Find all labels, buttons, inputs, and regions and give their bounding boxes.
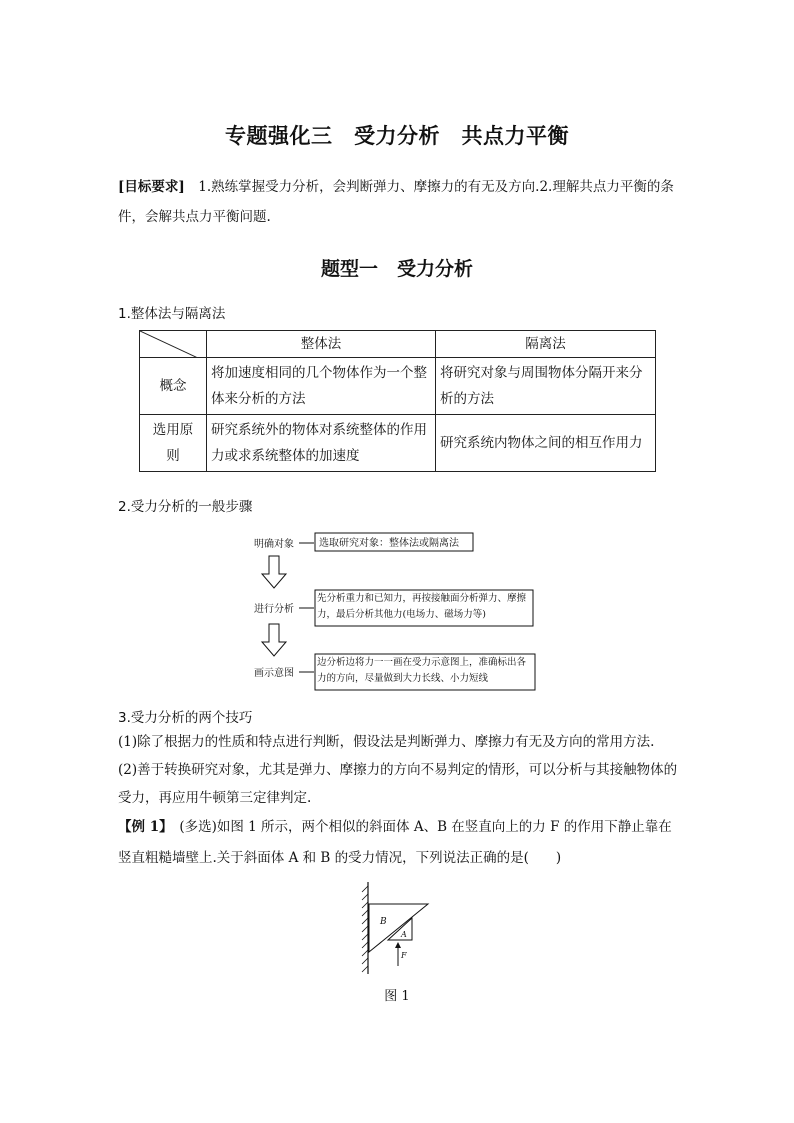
tip-item: (2)善于转换研究对象，尤其是弹力、摩擦力的方向不易判定的情形，可以分析与其接触物体的受力，再应用牛顿第三定律判定. xyxy=(118,762,678,806)
part2-heading: 2.受力分析的一般步骤 xyxy=(118,499,253,515)
label-f: F xyxy=(401,951,407,960)
comparison-table xyxy=(139,330,656,472)
part1-heading: 1.整体法与隔离法 xyxy=(118,306,226,322)
table-header-row xyxy=(140,331,656,358)
flow-step-label: 进行分析 xyxy=(254,604,294,615)
page-title: 专题强化三 受力分析 共点力平衡 xyxy=(225,124,569,148)
goal-tag: [目标要求] xyxy=(118,179,185,195)
table-cell: 研究系统内物体之间的相互作用力 xyxy=(436,415,656,472)
table-cell: 将研究对象与周围物体分隔开来分析的方法 xyxy=(436,358,656,415)
flow-desc: 选取研究对象：整体法或隔离法 xyxy=(319,538,459,549)
table-row-label: 选用原则 xyxy=(140,415,207,472)
flow-desc-wrap xyxy=(317,591,532,626)
flow-step-label: 画示意图 xyxy=(254,668,294,679)
arrow-head-icon xyxy=(395,942,401,948)
wall-hatch xyxy=(362,886,368,972)
table-cell: 研究系统外的物体对系统整体的作用力或求系统整体的加速度 xyxy=(207,415,436,472)
figure-caption: 图 1 xyxy=(384,989,410,1004)
figure-wedges xyxy=(360,880,440,980)
table-corner-cell xyxy=(140,331,207,358)
flow-desc: 边分析边将力一一画在受力示意图上，准确标出各力的方向，尽量做到大力长线、小力短线 xyxy=(317,657,527,684)
flow-desc-wrap xyxy=(317,655,534,690)
table-col-header: 隔离法 xyxy=(436,331,656,358)
goal-paragraph xyxy=(118,172,678,232)
example-tag: 【例 1】 xyxy=(118,819,166,835)
down-arrow-icon xyxy=(262,624,286,656)
table-col-header: 整体法 xyxy=(207,331,436,358)
example-text: (多选)如图 1 所示，两个相似的斜面体 A、B 在竖直向上的力 F 的作用下静止靠在竖直粗糙墙壁上.关于斜面体 A 和 B 的受力情况，下列说法正确的是( ) xyxy=(118,819,672,866)
table-row xyxy=(140,415,656,472)
label-a: A xyxy=(401,930,407,939)
diagonal-line xyxy=(140,331,198,358)
flow-diagram xyxy=(252,528,552,694)
part3-heading: 3.受力分析的两个技巧 xyxy=(118,710,253,726)
table-cell: 将加速度相同的几个物体作为一个整体来分析的方法 xyxy=(207,358,436,415)
table-row-label: 概念 xyxy=(140,358,207,415)
tip-item: (1)除了根据力的性质和特点进行判断，假设法是判断弹力、摩擦力有无及方向的常用方法. xyxy=(118,734,655,750)
section-title: 题型一 受力分析 xyxy=(320,258,473,280)
down-arrow-icon xyxy=(262,556,286,588)
flow-step-label: 明确对象 xyxy=(254,539,294,550)
flow-desc: 先分析重力和已知力，再按接触面分析弹力、摩擦力，最后分析其他力(电场力、磁场力等) xyxy=(317,593,527,620)
example-paragraph xyxy=(118,812,678,874)
goal-text: 1.熟练掌握受力分析，会判断弹力、摩擦力的有无及方向.2.理解共点力平衡的条件，会解共点力平衡问题. xyxy=(118,179,674,225)
table-row xyxy=(140,358,656,415)
label-b: B xyxy=(380,917,387,927)
